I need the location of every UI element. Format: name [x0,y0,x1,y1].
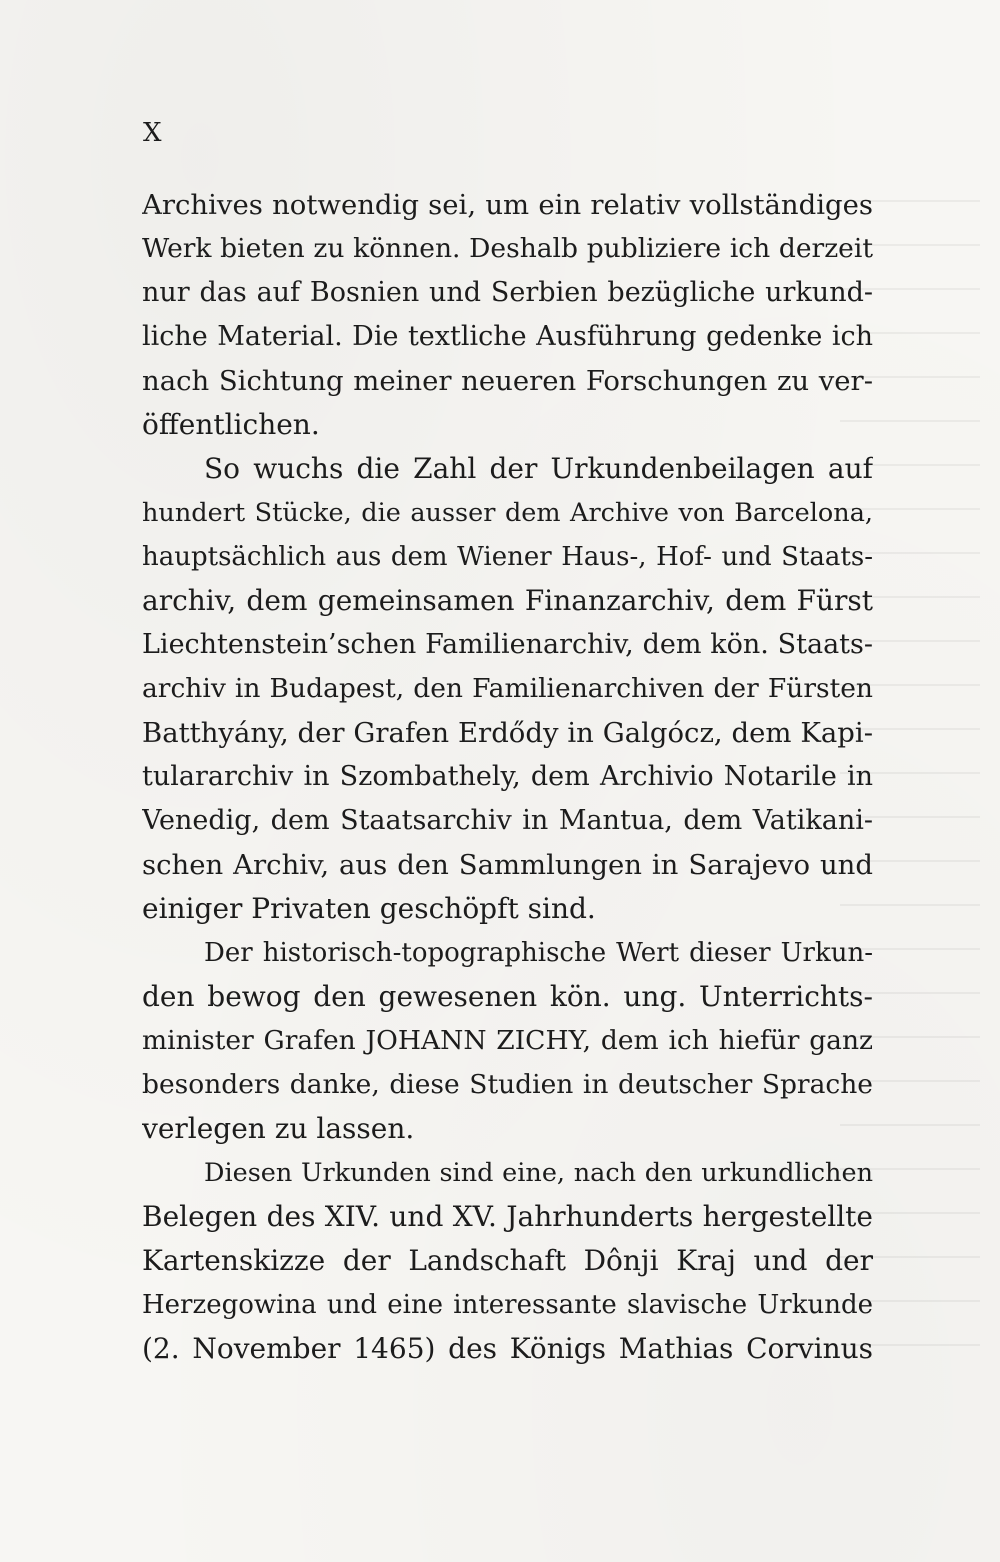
text-line: verlegen zu lassen. [142,1112,415,1145]
text-line: Der historisch-topographische Wert dieser Urkun- [204,938,873,968]
body-text [142,183,873,1371]
text-line: Venedig, dem Staatsarchiv in Mantua, dem Vatikani- [142,805,873,836]
text-line: (2. November 1465) des Königs Mathias Corvinus [142,1332,873,1365]
text-line: Liechtenstein’schen Familienarchiv, dem kön. Staats- [142,629,873,660]
text-line: schen Archiv, aus den Sammlungen in Sarajevo und [142,849,873,881]
text-line: besonders danke, diese Studien in deutscher Sprache [142,1069,873,1100]
text-line: einiger Privaten geschöpft sind. [142,892,596,925]
page-number: X [143,118,163,148]
text-line: Kartenskizze der Landschaft Dônji Kraj und der [142,1244,873,1277]
text-line: Diesen Urkunden sind eine, nach den urkundlichen [204,1158,873,1188]
text-line: hundert Stücke, die ausser dem Archive von Barcelona, [142,498,873,528]
text-line: den bewog den gewesenen kön. ung. Unterrichts- [142,980,873,1013]
text-line: So wuchs die Zahl der Urkundenbeilagen auf [204,452,873,485]
text-line: nur das auf Bosnien und Serbien bezügliche urkund- [142,277,873,308]
text-line: minister Grafen JOHANN ZICHY, dem ich hiefür ganz [142,1025,873,1056]
text-line: tulararchiv in Szombathely, dem Archivio Notarile in [142,761,873,792]
text-line: liche Material. Die textliche Ausführung gedenke ich [142,321,873,352]
text-line: hauptsächlich aus dem Wiener Haus-, Hof- und Staats- [142,542,873,572]
text-line: Belegen des XIV. und XV. Jahrhunderts hergestellte [142,1200,873,1233]
text-line: archiv, dem gemeinsamen Finanzarchiv, dem Fürst [142,584,873,617]
text-line: Herzegowina und eine interessante slavische Urkunde [142,1290,873,1320]
text-line: Werk bieten zu können. Deshalb publiziere ich derzeit [142,233,873,264]
text-line: archiv in Budapest, den Familienarchiven der Fürsten [142,673,873,704]
text-line: öffentlichen. [142,408,320,441]
text-line: Batthyány, der Grafen Erdődy in Galgócz, dem Kapi- [142,717,873,749]
text-line: nach Sichtung meiner neueren Forschungen zu ver- [142,365,873,397]
text-line: Archives notwendig sei, um ein relativ vollständiges [142,189,873,221]
